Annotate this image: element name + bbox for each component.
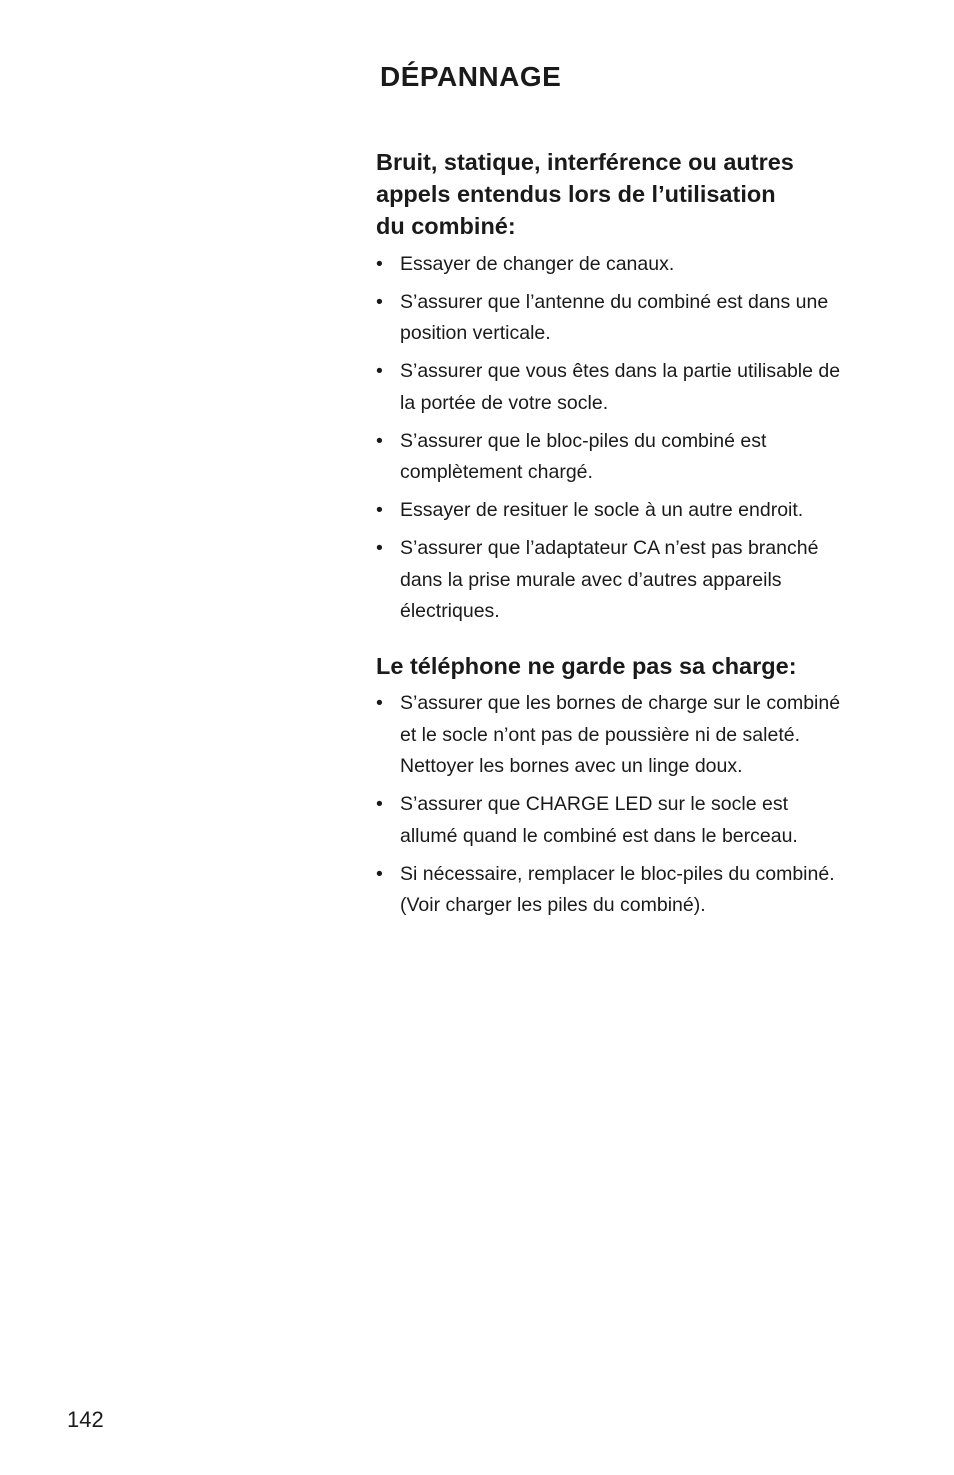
section-heading [376, 650, 906, 682]
bullet-list [376, 249, 906, 628]
list-item [376, 688, 906, 783]
list-item-text: la portée de votre socle. [400, 391, 609, 414]
section-heading-line: appels entendus lors de l’utilisation [376, 181, 776, 207]
bullet-icon: • [376, 862, 383, 885]
list-item [376, 249, 906, 281]
bullet-icon: • [376, 252, 383, 275]
list-item [376, 287, 906, 350]
section-noise-interference [376, 146, 906, 628]
list-item-text: S’assurer que CHARGE LED sur le socle est [400, 793, 788, 815]
section-heading-line: Bruit, statique, interférence ou autres [376, 149, 794, 175]
list-item-text: Nettoyer les bornes avec un linge doux. [400, 755, 743, 777]
page-number: 142 [67, 1407, 104, 1432]
list-item-text: S’assurer que l’adaptateur CA n’est pas branché [400, 537, 819, 559]
list-item-text: S’assurer que l’antenne du combiné est dans une [400, 290, 829, 313]
list-item-text: électriques. [400, 600, 500, 622]
bullet-icon: • [376, 499, 383, 521]
list-item-text: S’assurer que le bloc-piles du combiné est [400, 429, 767, 452]
list-item-text: Si nécessaire, remplacer le bloc-piles du combiné. [400, 862, 835, 885]
bullet-icon: • [376, 429, 383, 452]
bullet-list [376, 688, 906, 922]
list-item-text: (Voir charger les piles du combiné). [400, 894, 706, 916]
list-item-text: S’assurer que les bornes de charge sur le combiné [400, 692, 841, 714]
list-item [376, 859, 906, 922]
troubleshooting-content [376, 146, 906, 922]
section-heading-line: du combiné: [376, 213, 516, 239]
list-item-text: complètement chargé. [400, 461, 593, 483]
page-title: DÉPANNAGE [380, 61, 562, 92]
bullet-icon: • [376, 793, 383, 815]
bullet-icon: • [376, 290, 383, 313]
list-item-text: Essayer de changer de canaux. [400, 252, 675, 275]
bullet-icon: • [376, 692, 383, 714]
list-item [376, 495, 906, 527]
section-heading [376, 146, 906, 242]
bullet-icon: • [376, 537, 383, 559]
section-heading-line: Le téléphone ne garde pas sa charge: [376, 652, 797, 679]
list-item-text: S’assurer que vous êtes dans la partie utilisable de [400, 360, 841, 382]
list-item-text: Essayer de resituer le socle à un autre endroit. [400, 499, 804, 521]
list-item-text: allumé quand le combiné est dans le berceau. [400, 824, 798, 847]
list-item-text: position verticale. [400, 322, 551, 344]
list-item-text: et le socle n’ont pas de poussière ni de saleté. [400, 723, 801, 746]
bullet-icon: • [376, 360, 383, 382]
section-battery-charge [376, 650, 906, 922]
list-item [376, 426, 906, 489]
list-item [376, 356, 906, 419]
list-item-text: dans la prise murale avec d’autres appareils [400, 568, 782, 591]
list-item [376, 789, 906, 852]
list-item [376, 533, 906, 628]
